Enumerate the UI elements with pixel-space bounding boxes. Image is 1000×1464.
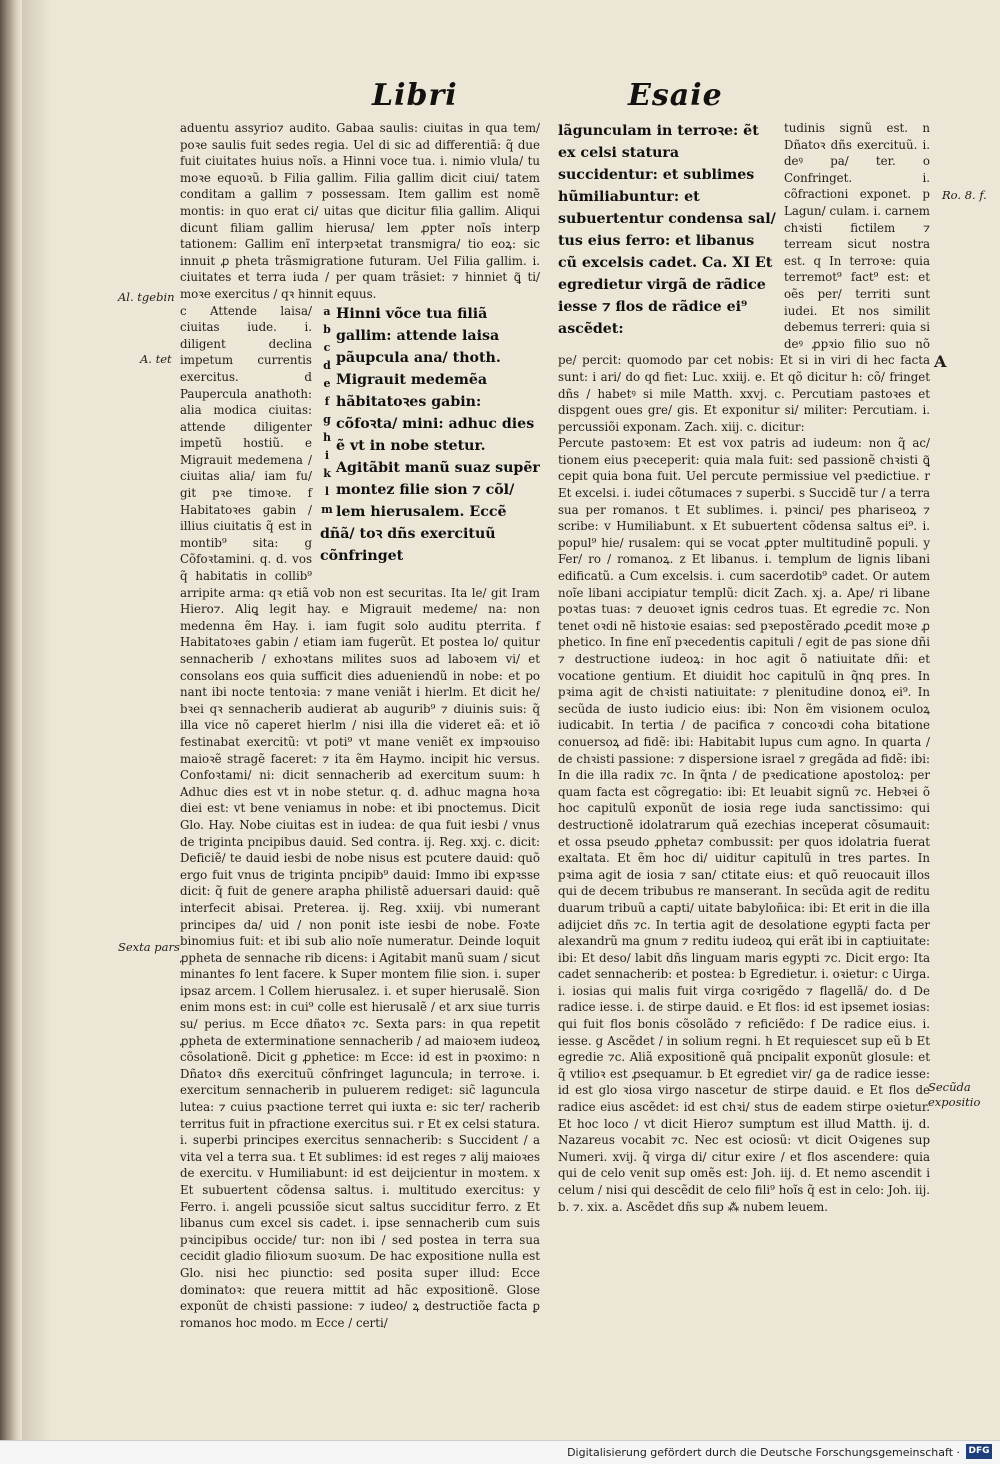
left-column-body: c Attende laisa/ ciuitas iude. i. diligent declina impetum currentis exercitus. d Paupercula anathoth: alia modica ciuitas: attende diligenter impetũ hostiũ. e Migrauit medemena / ciuitas alia/ iam fu/ git pꝛe timoꝛe. f Habitatoꝛes gabin / illius ciuitatis q̃ est in montib⁹ sita: g Cõfoꝛtamini. q. d. vos q̃ habitatis in collib⁹ arripite arma: qꝛ etiã vob non est securitas. Ita le/ git Iram Hiero⁊. Aliꝗ legit hay. e Migrauit medeme/ na: non medenna ẽm Hay. i. iam fugit solo auditu pterrita. f Habitatoꝛes gabin / etiam iam fugerũt. Et postea lo/ quitur sennacherib / exhoꝛtans milites suos ad laboꝛem vi/ et consolans eos quia sufficit dies adueniendũ in nobe: et po nant ibi nocte tentoꝛia: ⁊ mane veniãt i hierlm. Et dicit he/ bꝛei qꝛ sennacherib audierat ab augurib⁹ ⁊ diuinis suis: q̃ illa vice nõ caperet hierlm / nisi illa die videret eã: et iõ festinabat exercitũ: vt poti⁹ vt mane veniẽt ex impꝛouiso maioꝛẽ stragẽ faceret: ⁊ ita ẽm Haymo. incipit hic versus. Confoꝛtami/ ni: dicit sennacherib ad exercitum suum: h Adhuc dies est vt in nobe stetur. q. d. adhuc magna hoꝛa diei est: vt bene veniamus in nobe: et ibi pnoctemus. Dicit Glo. Hay. Nobe ciuitas est in iudea: de qua fuit iesbi / vnus de triginta pncipibus dauid. Sed contra. ij. Reg. xxj. c. dicit: Deficiẽ/ te dauid iesbi de nobe nisus est pcutere dauid: quõ ergo fuit vnus de triginta pncipib⁹ dauid: Immo ibi expꝛsse dicit: q̃ fuit de genere arapha philistẽ aduersari dauid: quẽ interfecit abisai. Preterea. ij. Reg. xxiij. vbi numerant principes da/ uid / non ponit iste iesbi de nobe. Foꝛte binomius fuit: et ibi sub alio noĩe numeratur. Deinde loquit ꝓpheta de sennache rib dicens: i Agitabit manũ suam / sicut minantes fo lent facere. k Super montem filie sion. i. super ipsaz arcem. l Collem hierusalez. i. et super hierusalẽ. Sion enim mons est: in cui⁹ colle est hierusalẽ / et arx siue turris su/ perius. m Ecce dñatoꝛ ⁊c. Sexta pars: in qua repetit ꝓpheta de exterminatione sennacherib / ad maioꝛem iudeoꝝ cõsolationẽ. Dicit g ꝓphetice: m Ecce: id est in pꝛoximo: n Dñatoꝛ dñs exercituũ cõnfringet laguncula; in terroꝛe. i. exercitum sennacherib in puluerem rediget: sic̃ laguncula lutea: ⁊ cuius pꝛactione terret qui iuxta e: sic ter/ racherib territus fuit in pfractione exercitus sui. r Et ex celsi statura. i. superbi principes exercitus sennacherib: s Succident / a vita vel a terra sua. t Et sublimes: id est reges ⁊ alij maioꝛes de exercitu. v Humiliabunt: id est deijcientur in moꝛtem. x Et subuertent cõdensa saltus. i. multitudo exercitus: y Ferro. i. angeli pcussiõe sicut saltus succiditur ferro. z Et libanus cum excel sis cadet. i. ipse sennacherib cum suis pꝛincipibus occide/ tur: non ibi / sed postea in terra sua cecidit gladio filioꝛum suoꝛum. De hac expositione nulla est Glo. nisi hec piunctio: sed posita super illud: Ecce dominatoꝛ: que reuera mittit ad hãc expositionẽ. Glose exponũt de chꝛisti passione: ⁊ iudeo/ ꝝ destructiõe facta ꝑ romanos hoc modo. m Ecce / certi/ (180, 303, 540, 1330)
gloss-letter: g (323, 412, 331, 426)
right-column (558, 120, 930, 1215)
left-column-intro: aduentu assyrio⁊ audito. Gabaa saulis: ciuitas in qua tem/ poꝛe saulis fuit sedes regia. Uel di sic ad differentiã: q̃ due fuit ciuitates huius noĩs. a Hinni voce tua. i. nimio vlula/ tu moꝛe equoꝛũ. b Filia gallim. Filia gallim dicit ciui/ tatem conditam a gallim ⁊ possessam. Item gallim est nomẽ montis: in quo erat ci/ uitas que dicitur filia gallim. Aliqui dicunt filiam gallim hierusa/ lem ꝓpter noĩs interp tationem: Gallim enĩ interpꝛetat transmigra/ tio eoꝝ: sic innuit ꝓ pheta trãsmigratione futuram. Uel Filia gallim. i. ciuitates et terra iuda / per quam trãsiet: ⁊ hinniet ꝗ̃ ti/ moꝛe exercitus / qꝛ hinnit equus. (180, 121, 540, 301)
margin-note-right: A (934, 352, 947, 371)
funding-notice: Digitalisierung gefördert durch die Deutsche Forschungsgemeinschaft · (567, 1446, 960, 1459)
dfg-logo-icon: DFG (966, 1444, 992, 1459)
gloss-letter: c (323, 340, 331, 354)
left-gloss-scripture (320, 303, 540, 567)
right-column-intro: tudinis signũ est. n Dñatoꝛ dñs exercituũ. i. deꝰ pa/ ter. o Confringet. i. cõfractioni exponet. p Lagun/ culam. i. carnem chꝛisti fictilem ⁊ terream sicut nostra est. q In terroꝛe: quia terremot⁹ fact⁹ est: et oẽs per/ territi sunt iudei. Et nos similit debemus terreri: quia si deꝰ ꝓpꝛio filio suo nõ pe/ percit: quomodo par cet nobis: Et si in viri di hec facta sunt: i ari/ do qd fiet: Luc. xxiij. e. Et qõ dicitur h: cõ/ fringet dñs / habetꝰ si mile Matth. xxvj. c. Percutiam pastoꝛes et dispgent oues gre/ gis. Et exponitur si/ militer: Percutiam. i. percussiõi exponam. Zach. xiij. c. dicitur: (558, 121, 930, 434)
gloss-letter: b (323, 322, 331, 336)
right-gloss-scripture (558, 120, 776, 340)
margin-note-left: Sexta pars (118, 940, 180, 954)
footer-bar (0, 1440, 1000, 1464)
gloss-letter: a (323, 304, 331, 318)
margin-note-left: Al. tgebin (118, 290, 175, 304)
margin-note-left: A. tet (140, 352, 172, 366)
margin-note-right: Secũda expositio (928, 1080, 981, 1109)
right-gloss-text: lãgunculam in terroꝛe: ẽt ex celsi statura succidentur: et sublimes hũmiliabuntur: et subuertentur condensa sal/ tus eius ferro: et libanus cũ excelsis cadet. Ca. XI Et egredietur virgã de rãdice iesse ⁊ flos de rãdice ei⁹ ascẽdet: (558, 123, 776, 337)
gloss-letter: h (323, 430, 331, 444)
gloss-letter: f (324, 394, 330, 408)
page-binding (0, 0, 22, 1440)
gloss-letter: d (323, 358, 331, 372)
gutter-shadow (22, 0, 52, 1440)
gloss-letter: k (323, 466, 331, 480)
left-gloss-text: Hinni võce tua filiã gallim: attende laisa pãupcula ana/ thoth. Migrauit medemẽa hãbitatoꝛes gabin: cõfoꝛta/ mini: adhuc dies ẽ vt in nobe stetur. Agitãbit manũ suaz supẽr montez filie sion ⁊ cõl/ lem hierusalem. Eccẽ dñã/ toꝛ dñs exercituũ cõnfringet (320, 305, 540, 564)
left-column (180, 120, 540, 1331)
running-head-right: Esaie (628, 78, 723, 113)
gloss-letter: l (324, 484, 330, 498)
gloss-letter: i (324, 448, 330, 462)
running-head-left: Libri (372, 78, 458, 113)
gloss-letter-markers (320, 303, 334, 519)
right-column-body: Percute pastoꝛem: Et est vox patris ad iudeum: non q̃ ac/ tionem eius pꝛeceperit: quia mala fuit: sed passionẽ chꝛisti ꝗ̃ cepit quia bona fuit. Uel percute permissiue vel pꝛedictiue. r Et excelsi. i. iudei cõtumaces ⁊ superbi. s Succidẽ tur / a terra sua per romanos. t Et sublimes. i. pꝛinci/ pes phariseoꝝ ⁊ scribe: v Humiliabunt. x Et subuertent cõdensa saltus ei⁹. i. popul⁹ hie/ rusalem: qui se vocat ꝓpter multitudinẽ populi. y Fer/ ro / romanoꝝ. z Et libanus. i. templum de lignis libani edificatũ. a Cum excelsis. i. cum sacerdotib⁹ cadet. Or autem noĩe libani accipiatur templũ: dicit Zach. xj. a. Ape/ ri libane poꝛtas tuas: ⁊ deuoꝛet ignis cedros tuas. Et egredie ⁊c. Non tenet oꝛdi nẽ histoꝛie esaias: sed pꝛepostẽrado ꝓcedit moꝛe ꝓ phetico. In fine enĩ pꝛecedentis capituli / egit de pas sione dñi ⁊ destructione iudeoꝝ: in hoc agit õ natiuitate dñi: et vocatione gentium. Et diuidit hoc capitulũ in q̃nq pres. In pꝛima agit de chꝛisti natiuitate: ⁊ plenitudine donoꝝ ei⁹. In secũda de iusto iudicio eius: ibi: Non ẽm visionem oculoꝝ iudicabit. In tertia / de pacifica ⁊ concoꝛdi coha bitatione conuersoꝝ ad fidẽ: ibi: Habitabit lupus cum agno. In quarta / de chꝛisti passione: ⁊ dispersione israel ⁊ gregãda ad fidẽ: ibi: In die illa radix ⁊c. In q̃nta / de pꝛedicatione apostoloꝝ: per quam facta est cõgregatio: ibi: Et leuabit signũ ⁊c. Hebꝛei õ hoc capitulũ exponũt de iosia rege iuda sanctissimo: qui destructionẽ idolatrarum quã ezechias inceperat cõsumauit: et ossa pseudo ꝓpheta⁊ combussit: per quos idolatria fuerat exaltata. Et ẽm hoc di/ uiditur capitulũ in tres partes. In pꝛima agit de iosia ⁊ san/ ctitate eius: et quõ reuocauit illos qui de decem tribubus re manserant. In secũda agit de reditu duarum tribuũ a capti/ uitate babyloñica: ibi: Et erit in die illa adijciet dñs ⁊c. In tertia agit de desolatione egypti facta per alexandrũ ma gnum ⁊ reditu iudeoꝝ qui erãt ibi in captiuitate: ibi: Et deso/ labit dñs linguam maris egypti ⁊c. Dicit ergo: Ita cadet sennacherib: et postea: b Egredietur. i. oꝛietur: c Uirga. i. iosias qui malis fuit virga coꝛrigẽdo ⁊ flagellã/ do. d De radice iesse. i. de stirpe dauid. e Et flos: id est ipsemet iosias: qui fuit flos bonis cõsolãdo ⁊ reficiẽdo: f De radice eius. i. iesse. g Ascẽdet / in solium regni. h Et requiescet sup eũ b Et egredie ⁊c. Aliã expositionẽ quã pncipalit exponũt glosule: et q̃ vtilioꝛ est ꝓsequamur. b Et egrediet vir/ ga de radice iesse: id est glo ꝛiosa virgo nascetur de stirpe dauid. e Et flos de radice eius ascẽdet: id est chꝛi/ stus de eadem stirpe oꝛietur. Et hoc loco / vt dicit Hiero⁊ sumptum est illud Matth. ij. d. Nazareus vocabit ⁊c. Nec est ociosũ: vt dicit Oꝛigenes sup Numeri. xvij. q̃ virga di/ citur exire / et flos ascendere: quia qui de celo venit sup omẽs est: Joh. iij. d. Et nemo ascendit i celum / nisi qui descẽdit de celo fili⁹ hoĩs q̃ est in celo: Joh. iij. b. ⁊. xix. a. Ascẽdet dñs sup ⁂ nubem leuem. (558, 436, 930, 1214)
margin-note-right: Ro. 8. f. (942, 188, 987, 202)
gloss-letter: m (321, 502, 333, 516)
gloss-letter: e (323, 376, 331, 390)
